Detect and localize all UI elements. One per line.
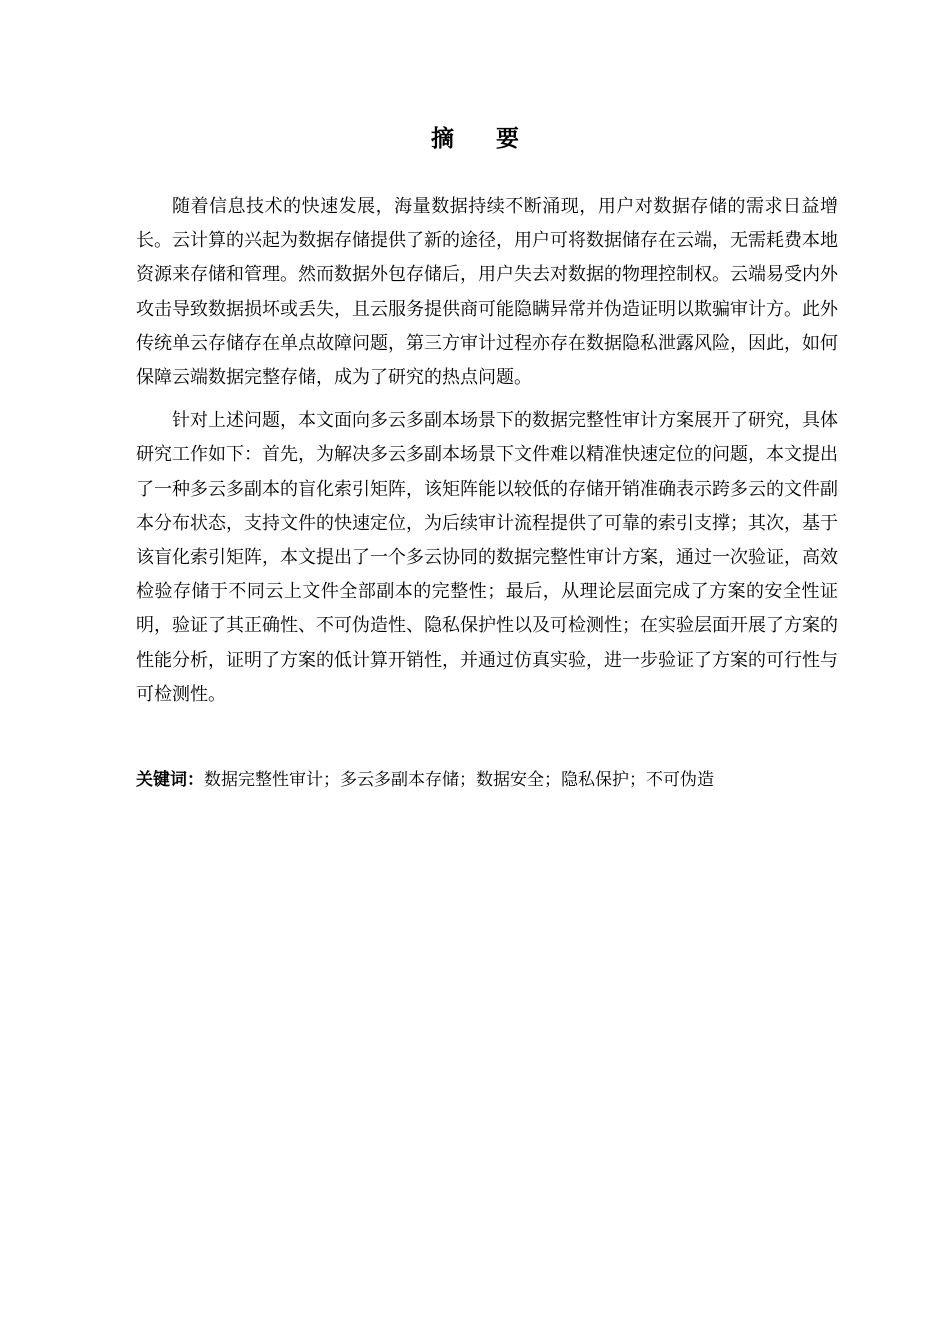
keywords-label: 关键词： [136, 770, 204, 790]
abstract-body [136, 190, 838, 712]
abstract-paragraph-1: 随着信息技术的快速发展，海量数据持续不断涌现，用户对数据存储的需求日益增长。云计算的兴起为数据存储提供了新的途径，用户可将数据储存在云端，无需耗费本地资源来存储和管理。然而数据外包存储后，用户失去对数据的物理控制权。云端易受内外攻击导致数据损坏或丢失，且云服务提供商可能隐瞒异常并伪造证明以欺骗审计方。此外传统单云存储存在单点故障问题，第三方审计过程亦存在数据隐私泄露风险，因此，如何保障云端数据完整存储，成为了研究的热点问题。 [136, 196, 838, 389]
keywords-text: 数据完整性审计；多云多副本存储；数据安全；隐私保护；不可伪造 [204, 770, 714, 790]
keywords-line [136, 763, 838, 797]
abstract-paragraph-2: 针对上述问题，本文面向多云多副本场景下的数据完整性审计方案展开了研究，具体研究工作如下：首先，为解决多云多副本场景下文件难以精准快速定位的问题，本文提出了一种多云多副本的盲化索引矩阵，该矩阵能以较低的存储开销准确表示跨多云的文件副本分布状态，支持文件的快速定位，为后续审计流程提供了可靠的索引支撑；其次，基于该盲化索引矩阵，本文提出了一个多云协同的数据完整性审计方案，通过一次验证，高效检验存储于不同云上文件全部副本的完整性；最后，从理论层面完成了方案的安全性证明，验证了其正确性、不可伪造性、隐私保护性以及可检测性；在实验层面开展了方案的性能分析，证明了方案的低计算开销性，并通过仿真实验，进一步验证了方案的可行性与可检测性。 [136, 410, 838, 705]
page-title: 摘要 [431, 126, 561, 152]
